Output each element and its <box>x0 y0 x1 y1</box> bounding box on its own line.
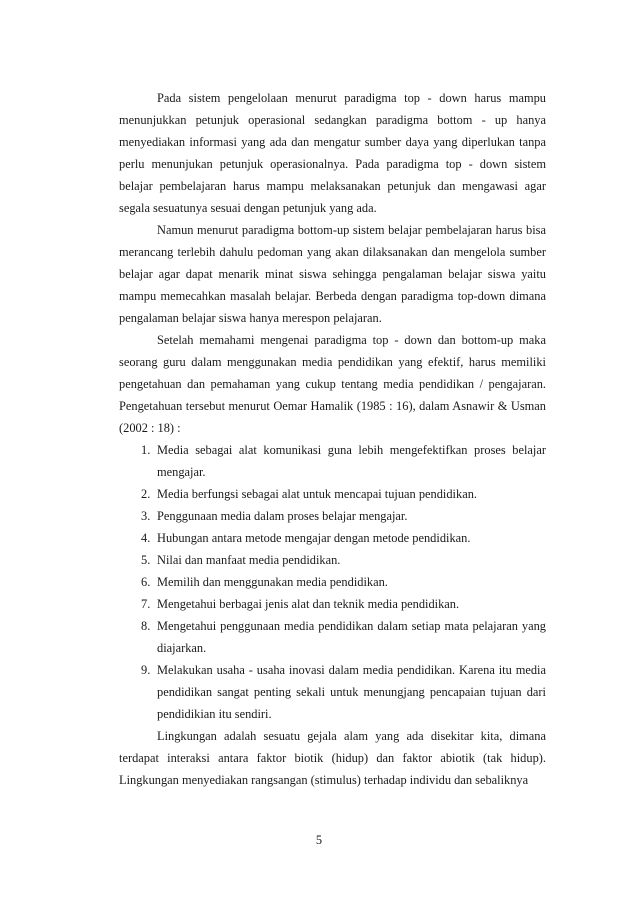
list-number: 3. <box>141 509 151 523</box>
list-text: Mengetahui penggunaan media pendidikan dalam setiap mata pelajaran yang diajarkan. <box>157 619 546 655</box>
list-number: 7. <box>141 597 151 611</box>
list-number: 9. <box>141 663 151 677</box>
list-text: Penggunaan media dalam proses belajar mengajar. <box>157 509 408 523</box>
list-item <box>119 483 546 505</box>
page-number: 5 <box>315 833 323 847</box>
list-number: 8. <box>141 619 151 633</box>
paragraph-top-down: Pada sistem pengelolaan menurut paradigma top - down harus mampu menunjukkan petunjuk operasional sedangkan paradigma bottom - up hanya menyediakan informasi yang ada dan mengatur sumber daya yang diperlukan tanpa perlu menunjukan petunjuk operasionalnya. Pada paradigma top - down sistem belajar pembelajaran harus mampu melaksanakan petunjuk dan mengawasi agar segala sesuatunya sesuai dengan petunjuk yang ada. <box>119 91 546 215</box>
list-text: Hubungan antara metode mengajar dengan metode pendidikan. <box>157 531 471 545</box>
list-item <box>119 571 546 593</box>
list-item <box>119 439 546 483</box>
list-text: Media berfungsi sebagai alat untuk mencapai tujuan pendidikan. <box>157 487 477 501</box>
list-item <box>119 549 546 571</box>
list-number: 4. <box>141 531 151 545</box>
paragraph-media-knowledge: Setelah memahami mengenai paradigma top - down dan bottom-up maka seorang guru dalam menggunakan media pendidikan yang efektif, harus memiliki pengetahuan dan pemahaman yang cukup tentang media pendidikan / pengajaran. Pengetahuan tersebut menurut Oemar Hamalik (1985 : 16), dalam Asnawir & Usman (2002 : 18) : <box>119 333 546 435</box>
list-item <box>119 593 546 615</box>
page-body <box>119 87 546 791</box>
list-number: 6. <box>141 575 151 589</box>
knowledge-list <box>119 439 546 725</box>
list-text: Nilai dan manfaat media pendidikan. <box>157 553 341 567</box>
list-item <box>119 505 546 527</box>
list-item <box>119 527 546 549</box>
list-number: 1. <box>141 443 151 457</box>
paragraph-bottom-up: Namun menurut paradigma bottom-up sistem belajar pembelajaran harus bisa merancang terlebih dahulu pedoman yang akan dilaksanakan dan mengelola sumber belajar agar dapat menarik minat siswa sehingga pengalaman belajar siswa yaitu mampu memecahkan masalah belajar. Berbeda dengan paradigma top-down dimana pengalaman belajar siswa hanya merespon pelajaran. <box>119 223 546 325</box>
list-item <box>119 615 546 659</box>
list-item <box>119 659 546 725</box>
list-text: Media sebagai alat komunikasi guna lebih mengefektifkan proses belajar mengajar. <box>157 443 546 479</box>
list-number: 2. <box>141 487 151 501</box>
list-number: 5. <box>141 553 151 567</box>
paragraph-lingkungan: Lingkungan adalah sesuatu gejala alam yang ada disekitar kita, dimana terdapat interaksi antara faktor biotik (hidup) dan faktor abiotik (tak hidup). Lingkungan menyediakan rangsangan (stimulus) terhadap individu dan sebaliknya <box>119 729 546 787</box>
list-text: Mengetahui berbagai jenis alat dan teknik media pendidikan. <box>157 597 460 611</box>
list-text: Melakukan usaha - usaha inovasi dalam media pendidikan. Karena itu media pendidikan sangat penting sekali untuk menungjang pencapaian tujuan dari pendidikian itu sendiri. <box>157 663 546 721</box>
list-text: Memilih dan menggunakan media pendidikan. <box>157 575 388 589</box>
